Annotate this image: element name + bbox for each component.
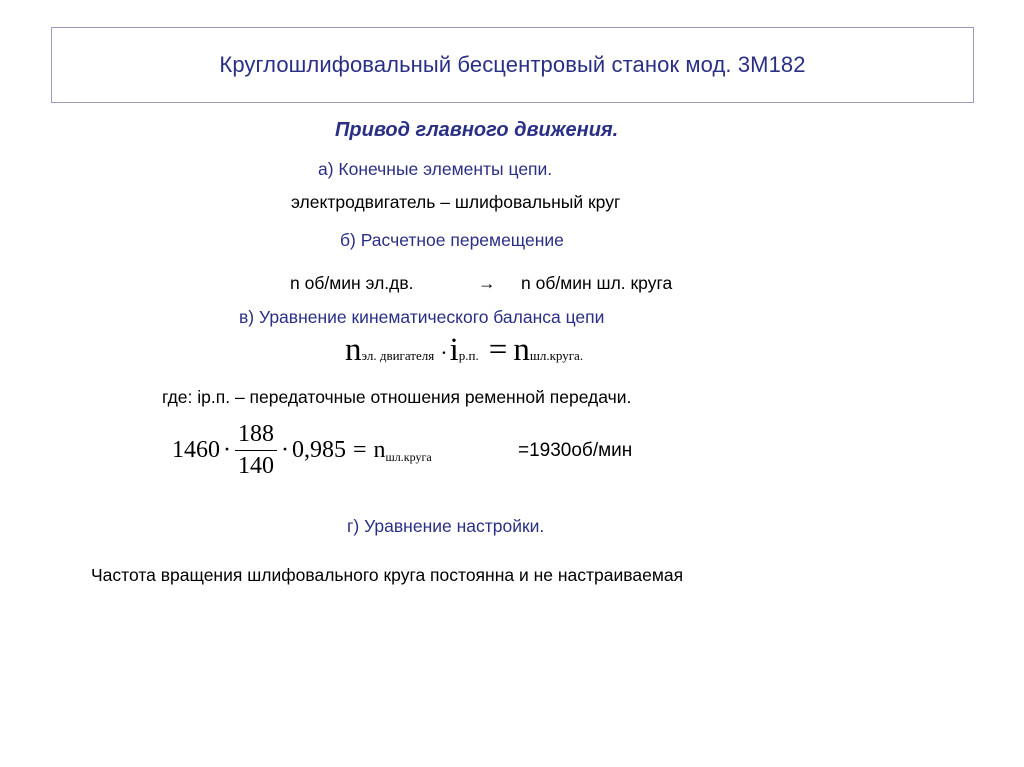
eq-equals: = <box>488 332 508 368</box>
section-heading: Привод главного движения. <box>335 119 619 141</box>
eq-sub-wheel: шл.круга. <box>529 348 584 363</box>
title-box <box>51 27 974 103</box>
section-v-label: в) Уравнение кинематического баланса цепи <box>239 307 605 327</box>
section-a-text: электродвигатель – шлифовальный круг <box>291 192 621 212</box>
eq-i: i <box>449 332 459 368</box>
motion-right: n об/мин шл. круга <box>521 273 673 293</box>
where-text: где: iр.п. – передаточные отношения ременной передачи. <box>162 387 632 407</box>
eq-dot: · <box>440 340 448 365</box>
calc-denominator: 140 <box>238 452 274 479</box>
arrow-right-icon: → <box>478 273 496 293</box>
fraction-line <box>235 450 277 451</box>
calc-numerator: 188 <box>238 420 274 447</box>
eq-sub-belt: р.п. <box>458 348 479 363</box>
calc-fraction <box>235 421 277 480</box>
balance-equation <box>345 334 583 380</box>
calc-dot-1: · <box>223 436 231 463</box>
section-b-label: б) Расчетное перемещение <box>340 230 564 250</box>
calc-dot-2: · <box>281 436 289 463</box>
calc-result: =1930об/мин <box>518 440 633 461</box>
calc-n: n <box>373 436 386 463</box>
calculation-equation <box>172 414 432 486</box>
eq-n-wheel: n <box>513 332 530 368</box>
section-a-label: а) Конечные элементы цепи. <box>318 159 553 179</box>
motion-left: n об/мин эл.дв. <box>290 273 414 293</box>
eq-n-motor: n <box>345 332 362 368</box>
calc-speed: 1460 <box>172 436 220 463</box>
conclusion-text: Частота вращения шлифовального круга постоянна и не настраиваемая <box>91 565 684 585</box>
eq-sub-motor: эл. двигателя <box>361 348 435 363</box>
calc-sub: шл.круга <box>385 449 432 464</box>
section-g-label: г) Уравнение настройки. <box>347 516 545 536</box>
calc-equals: = <box>353 436 367 463</box>
calc-coef: 0,985 <box>292 436 346 463</box>
slide-title: Круглошлифовальный бесцентровый станок мод. 3М182 <box>219 52 806 77</box>
